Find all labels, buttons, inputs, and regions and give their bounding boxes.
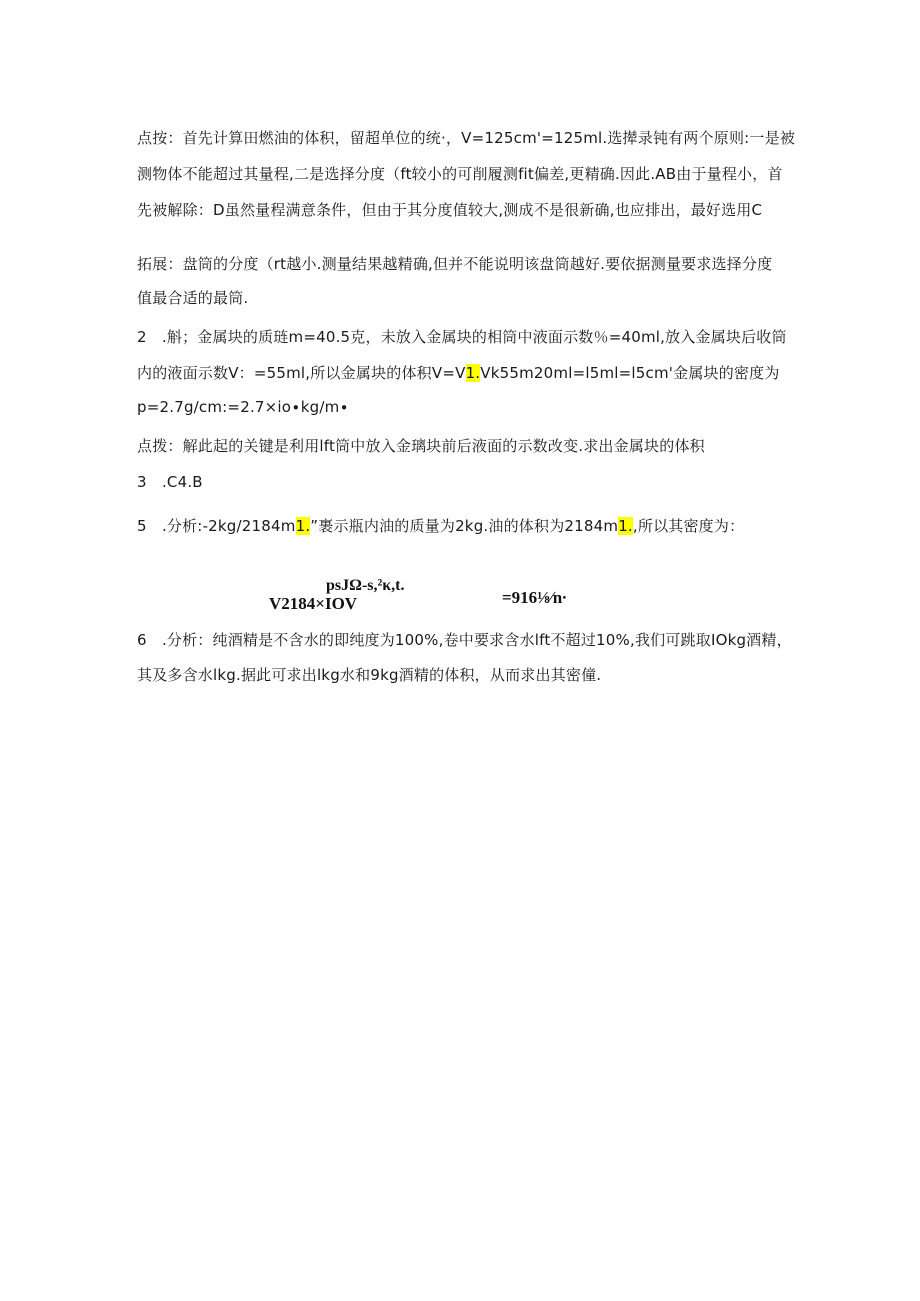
paragraph-answer-3-4: 3 .C4.B [137, 473, 203, 491]
text-segment: Vk55m20ml=l5ml=l5cm'金属块的密度为 [480, 364, 780, 382]
formula-denominator: V2184×IOV [269, 594, 358, 613]
text-segment: ”裹示瓶内油的质量为2kg.油的体积为2184m [310, 517, 619, 535]
highlight-mark: 1. [465, 364, 481, 382]
text-line: p=2.7g∕cm:=2.7×io∙kg∕m∙ [137, 398, 350, 416]
text-line [137, 363, 780, 383]
text-segment: 内的液面示数V：=55ml,所以金属块的体积V=V [137, 364, 466, 382]
text-line: 其及多含水lkg.据此可求出lkg水和9kg酒精的体积，从而求出其密僮. [137, 666, 602, 684]
highlight-mark: 1. [618, 517, 633, 535]
text-segment: 5 .分析:-2kg/2184m [137, 517, 296, 535]
text-line: 2 .斛；金属块的质琏m=40.5克，未放入金属块的相筒中液面示数％=40ml,放入金属块后收筒 [137, 328, 787, 346]
text-line: 先被解除：D虽然量程满意条件，但由于其分度值较大,测成不是很新确,也应排出，最好选用C [137, 201, 763, 219]
text-line: 拓展：盘筒的分度（rt越小.测量结果越精确,但并不能说明该盘筒越好.要依据测量要求选择分度 [137, 255, 773, 273]
text-line: 6 .分析：纯酒精是不含水的即纯度为100%,卷中要求含水lft不超过10%,我们可跳取IOkg酒精， [137, 631, 792, 649]
formula-result: =916⅛∕n∙ [502, 588, 567, 607]
paragraph-answer-5 [137, 516, 744, 536]
highlight-mark: 1. [295, 517, 311, 535]
text-line: 值最合适的最筒. [137, 289, 249, 307]
text-line: 测物体不能超过其量程,二是选择分度（ft较小的可削履测fit偏差,更精确.因此.AB由于量程小，首 [137, 165, 783, 183]
paragraph-dianbo: 点拨：解此起的关键是利用lft筒中放入金璃块前后液面的示数改变.求出金属块的体积 [137, 437, 705, 455]
text-segment: ,所以其密度为： [632, 517, 745, 535]
formula-numerator: psJΩ-s,²κ,t. [326, 577, 405, 594]
text-line: 点按：首先计算田燃油的体积，留超单位的统·，V=125cm'=125ml.选撵录钝有两个原则:一是被 [137, 129, 796, 147]
